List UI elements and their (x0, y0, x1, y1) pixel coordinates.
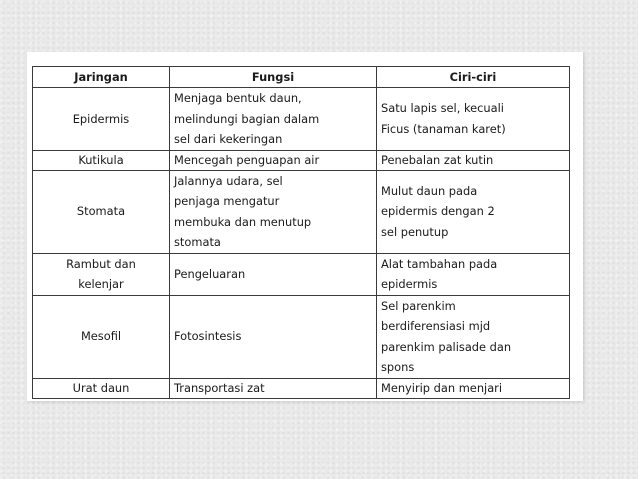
header-fungsi: Fungsi (170, 67, 377, 88)
cell-line: parenkim palisade dan (381, 339, 512, 354)
tissue-table (32, 66, 570, 399)
cell-line: Penebalan zat kutin (381, 153, 494, 167)
cell-line: membuka dan menutup (174, 214, 312, 229)
cell-ciri (377, 295, 570, 378)
cell-line: Jalannya udara, sel (174, 173, 283, 188)
cell-line: penjaga mengatur (174, 194, 280, 208)
table-row-rambut-dan-kelenjar (33, 253, 570, 295)
cell-ciri (377, 150, 570, 170)
cell-line: Satu lapis sel, kecuali (381, 101, 504, 116)
cell-line: epidermis dengan 2 (381, 204, 495, 219)
cell-line: Alat tambahan pada (381, 256, 498, 271)
cell-ciri (377, 170, 570, 253)
cell-line: Transportasi zat (174, 381, 265, 395)
cell-line: Kutikula (78, 153, 124, 167)
cell-fungsi (170, 253, 377, 295)
cell-line: melindungi bagian dalam (174, 111, 320, 126)
cell-ciri (377, 88, 570, 151)
header-ciri-ciri: Ciri-ciri (377, 67, 570, 88)
cell-line: spons (381, 360, 415, 374)
cell-jaringan (33, 378, 170, 398)
table-row-urat-daun (33, 378, 570, 398)
cell-line: Mulut daun pada (381, 183, 478, 198)
cell-line: kelenjar (78, 277, 124, 291)
cell-ciri (377, 253, 570, 295)
cell-ciri (377, 378, 570, 398)
cell-line: Pengeluaran (174, 266, 246, 281)
table-row-kutikula (33, 150, 570, 170)
cell-line: epidermis (381, 277, 438, 291)
slide-canvas (27, 52, 583, 401)
table-row-epidermis (33, 88, 570, 151)
cell-jaringan (33, 253, 170, 295)
cell-line: Urat daun (72, 381, 130, 395)
cell-line: Mesofil (80, 329, 122, 344)
cell-fungsi (170, 378, 377, 398)
cell-line: Menjaga bentuk daun, (174, 91, 302, 105)
cell-jaringan (33, 170, 170, 253)
cell-line: berdiferensiasi mjd (381, 319, 491, 333)
table-row-mesofil (33, 295, 570, 378)
cell-line: Sel parenkim (381, 298, 456, 313)
cell-line: sel penutup (381, 224, 449, 239)
cell-line: Fotosintesis (174, 329, 242, 344)
cell-fungsi (170, 170, 377, 253)
cell-jaringan (33, 88, 170, 151)
table-header-row (33, 67, 570, 88)
cell-fungsi (170, 150, 377, 170)
cell-line: Epidermis (72, 111, 130, 126)
cell-fungsi (170, 88, 377, 151)
cell-jaringan (33, 295, 170, 378)
cell-line: Rambut dan (66, 256, 136, 271)
cell-line: Menyirip dan menjari (381, 381, 503, 395)
cell-fungsi (170, 295, 377, 378)
cell-line: sel dari kekeringan (174, 132, 283, 146)
cell-line: Stomata (76, 204, 126, 219)
cell-line: Mencegah penguapan air (174, 153, 320, 167)
table-row-stomata (33, 170, 570, 253)
cell-line: stomata (174, 235, 221, 249)
cell-jaringan (33, 150, 170, 170)
cell-line: Ficus (tanaman karet) (381, 121, 506, 136)
header-jaringan: Jaringan (33, 67, 170, 88)
